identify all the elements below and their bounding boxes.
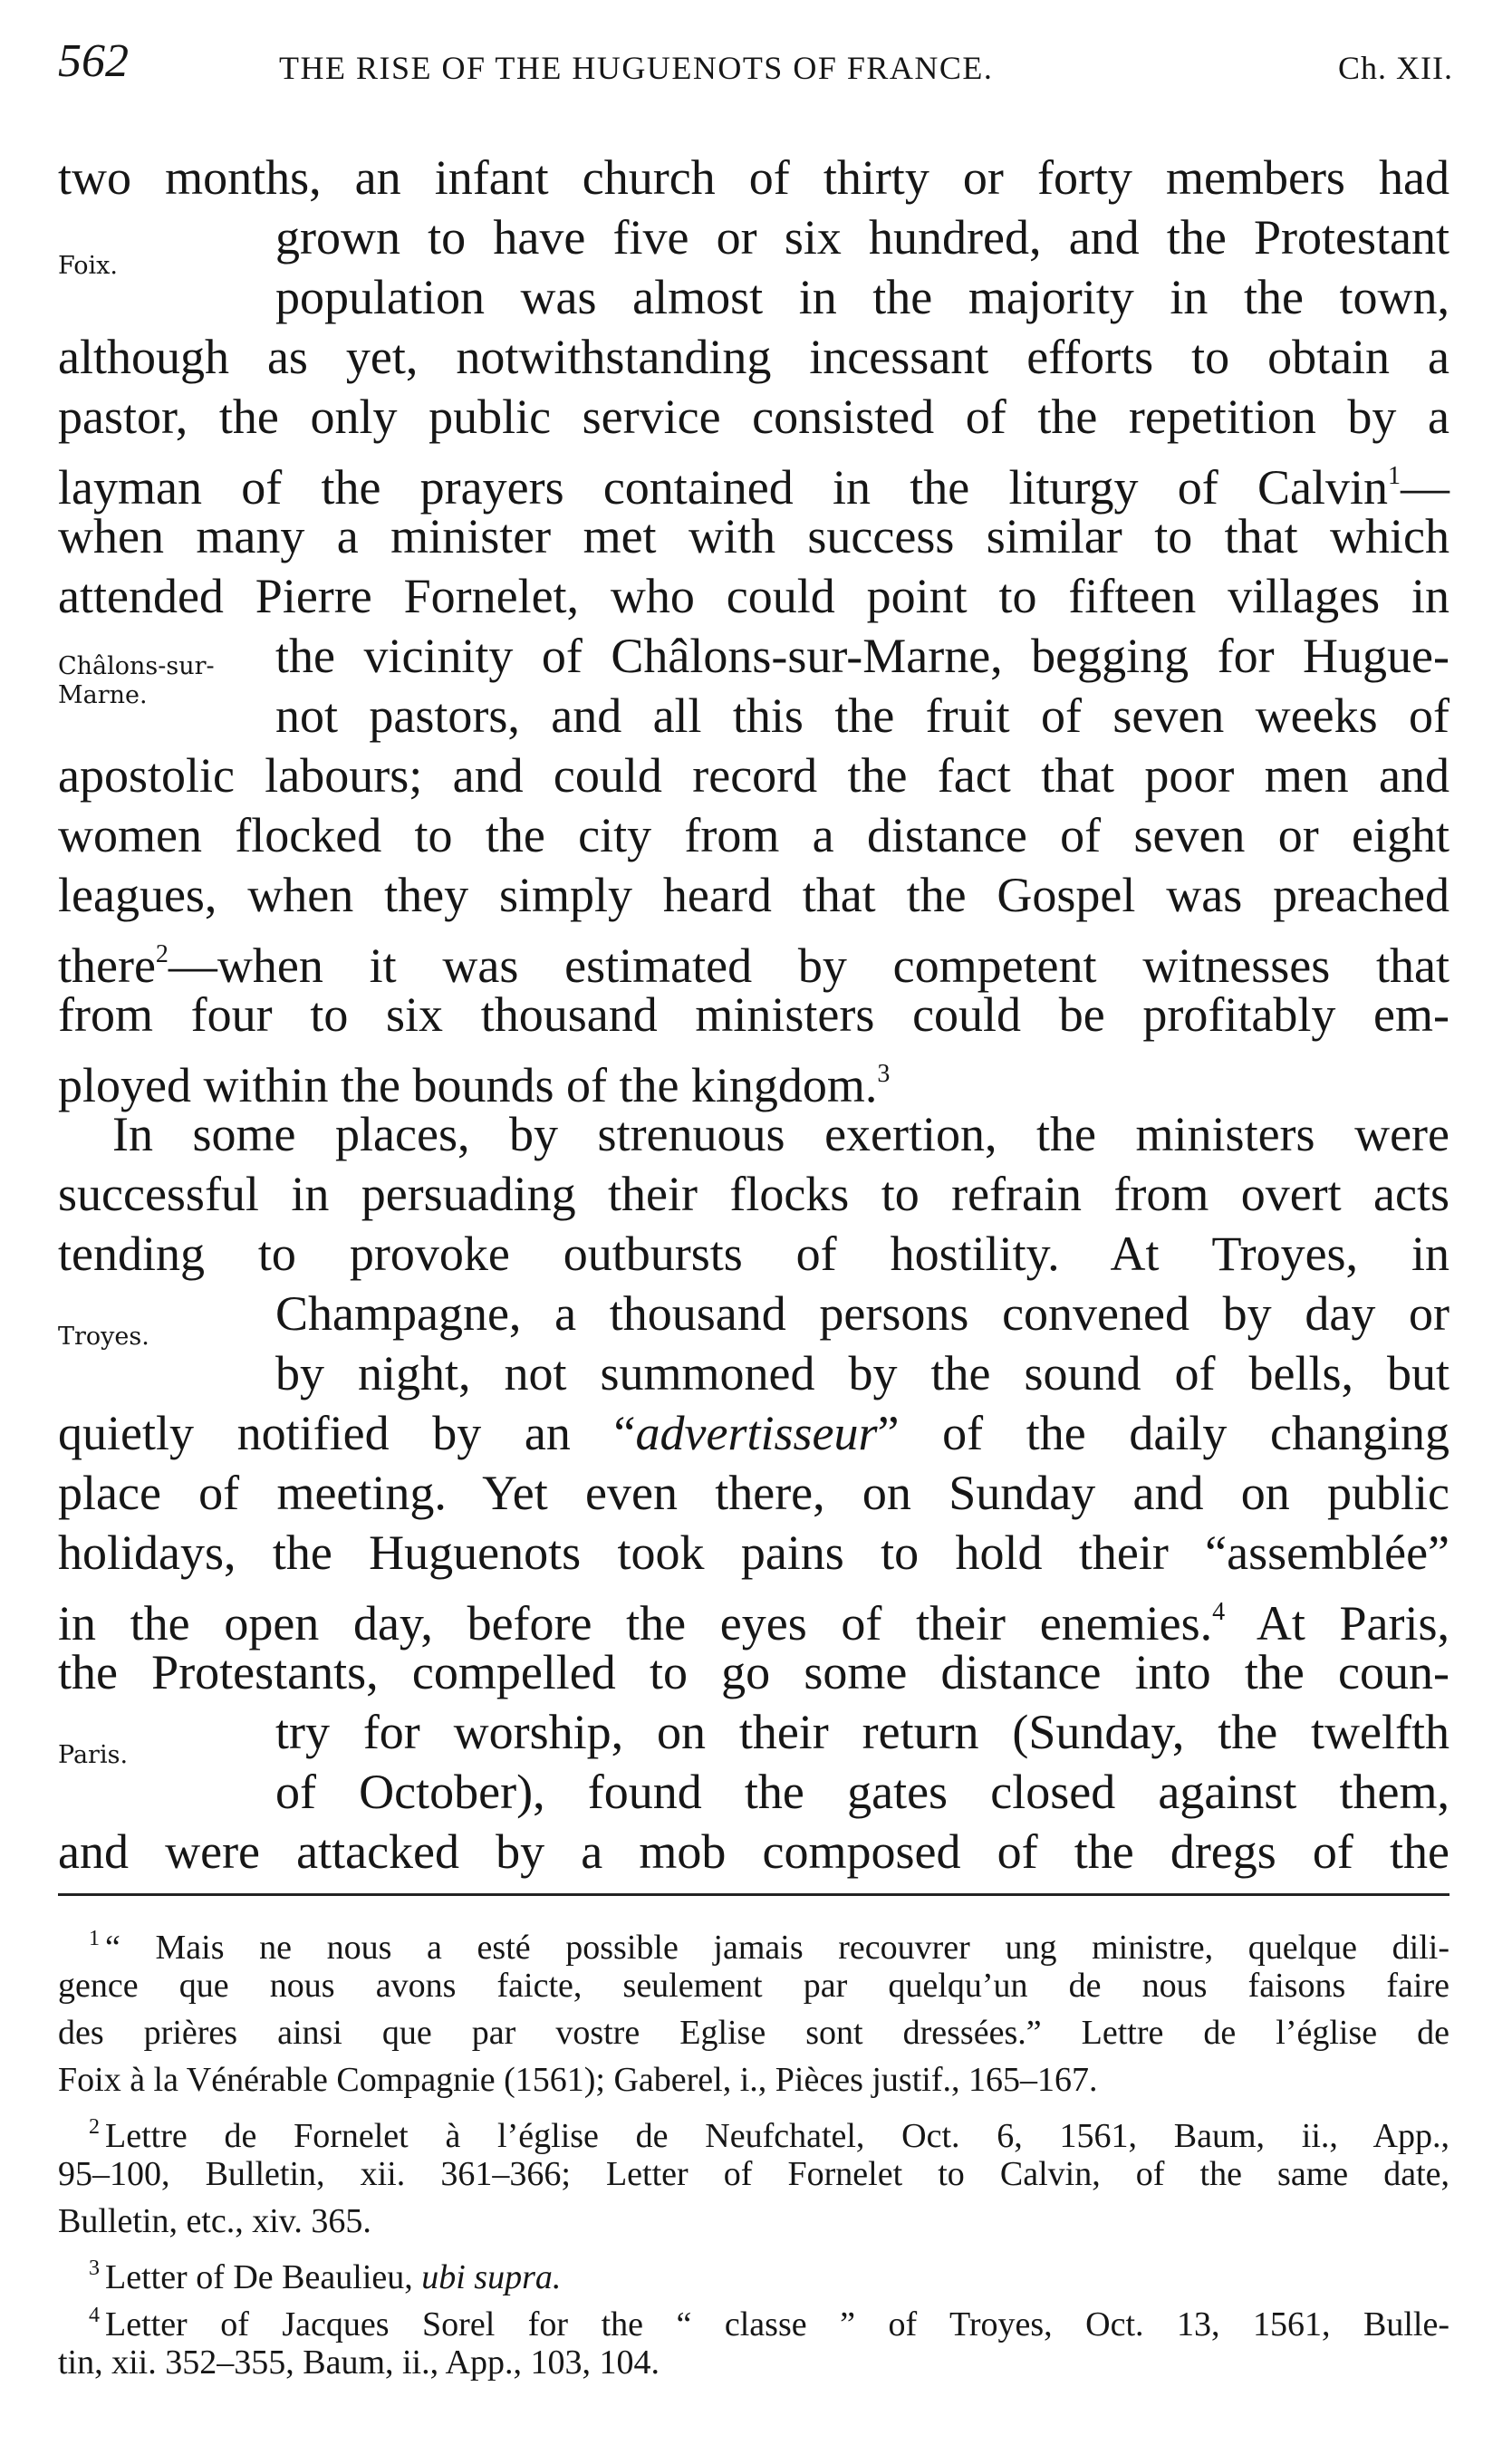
margin-note-foix: Foix.	[58, 252, 118, 280]
body-line: of October), found the gates closed against them,	[275, 1765, 1449, 1819]
footnote-3	[89, 2245, 1449, 2296]
body-text: quietly notified by an “	[58, 1406, 636, 1460]
body-line	[58, 1585, 1449, 1650]
body-line: tending to provoke outbursts of hostility. At Troyes, in	[58, 1227, 1449, 1281]
body-line: place of meeting. Yet even there, on Sunday and on public	[58, 1466, 1449, 1520]
body-line: population was almost in the majority in the town,	[275, 270, 1449, 324]
footnote-text: Letter of De Beaulieu,	[105, 2258, 422, 2296]
body-italic-text: advertisseur	[635, 1406, 878, 1460]
body-text: —	[1401, 460, 1449, 515]
body-text: —when it was estimated by competent witnesses that	[168, 938, 1449, 993]
body-line: and were attacked by a mob composed of the dregs of the	[58, 1824, 1449, 1879]
body-line: not pastors, and all this the fruit of seven weeks of	[275, 688, 1449, 743]
body-text: in the open day, before the eyes of their enemies.	[58, 1596, 1213, 1650]
margin-note-chalons-2: Marne.	[58, 681, 148, 709]
body-line: although as yet, notwithstanding incessant efforts to obtain a	[58, 330, 1449, 384]
body-line	[58, 1047, 1449, 1112]
body-line: pastor, the only public service consisted of the repetition by a	[58, 390, 1449, 444]
footnote-line: Foix à la Vénérable Compagnie (1561); Gaberel, i., Pièces justif., 165–167.	[58, 2061, 1098, 2099]
body-line: Champagne, a thousand persons convened by day or	[275, 1286, 1449, 1341]
page-number: 562	[58, 35, 129, 87]
footnote-ref-2: 2	[155, 940, 169, 968]
footnote-2	[89, 2103, 1449, 2155]
body-line: when many a minister met with success similar to that which	[58, 509, 1449, 563]
body-line: grown to have five or six hundred, and the Protestant	[275, 210, 1449, 265]
body-line: the vicinity of Châlons-sur-Marne, begging for Hugue-	[275, 629, 1449, 683]
footnote-text: Letter of Jacques Sorel for the “ classe ” of Troyes, Oct. 13, 1561, Bulle-	[105, 2305, 1449, 2343]
footnote-marker: 1	[89, 1927, 100, 1950]
footnote-ref-3: 3	[877, 1060, 891, 1088]
footnote-text: “ Mais ne nous a esté possible jamais recouvrer ung ministre, quelque dili-	[105, 1929, 1449, 1967]
body-text: there	[58, 938, 156, 993]
body-line	[58, 928, 1449, 993]
footnote-marker: 4	[89, 2304, 100, 2327]
margin-note-paris: Paris.	[58, 1741, 129, 1769]
margin-note-chalons-1: Châlons-sur-	[58, 652, 215, 680]
body-line: two months, an infant church of thirty or forty members had	[58, 150, 1449, 205]
footnote-line: gence que nous avons faicte, seulement par quelqu’un de nous faisons faire	[58, 1967, 1449, 2005]
body-text: ployed within the bounds of the kingdom.	[58, 1058, 878, 1112]
body-line: holidays, the Huguenots took pains to hold their “assemblée”	[58, 1525, 1449, 1580]
body-line: successful in persuading their flocks to refrain from overt acts	[58, 1167, 1449, 1221]
body-line	[58, 1406, 1449, 1460]
running-head	[58, 34, 1453, 98]
footnote-marker: 3	[89, 2257, 100, 2280]
body-line	[58, 449, 1449, 515]
chapter-label: Ch. XII.	[1338, 50, 1453, 86]
body-line: attended Pierre Fornelet, who could point to fifteen villages in	[58, 569, 1449, 623]
margin-note-troyes: Troyes.	[58, 1323, 149, 1351]
body-text: layman of the prayers contained in the liturgy of Calvin	[58, 460, 1388, 515]
footnote-1	[89, 1915, 1449, 1967]
footnote-ref-4: 4	[1212, 1598, 1226, 1626]
footnote-line: tin, xii. 352–355, Baum, ii., App., 103, 104.	[58, 2343, 660, 2382]
footnote-4	[89, 2292, 1449, 2343]
footnote-italic-text: ubi supra.	[421, 2258, 562, 2296]
body-line: from four to six thousand ministers could be profitably em-	[58, 987, 1449, 1042]
footnote-marker: 2	[89, 2115, 100, 2139]
footnote-line: 95–100, Bulletin, xii. 361–366; Letter of Fornelet to Calvin, of the same date,	[58, 2155, 1449, 2193]
body-line: leagues, when they simply heard that the Gospel was preached	[58, 868, 1449, 922]
body-text: At Paris,	[1225, 1596, 1449, 1650]
body-line: apostolic labours; and could record the fact that poor men and	[58, 748, 1449, 803]
footnote-line: des prières ainsi que par vostre Eglise sont dressées.” Lettre de l’église de	[58, 2014, 1449, 2052]
body-line: women flocked to the city from a distance of seven or eight	[58, 808, 1449, 862]
body-line: the Protestants, compelled to go some distance into the coun-	[58, 1645, 1449, 1699]
body-text: ” of the daily changing	[877, 1406, 1449, 1460]
body-line: by night, not summoned by the sound of bells, but	[275, 1346, 1449, 1400]
footnote-text: Lettre de Fornelet à l’église de Neufchatel, Oct. 6, 1561, Baum, ii., App.,	[105, 2117, 1449, 2155]
body-line: In some places, by strenuous exertion, the ministers were	[112, 1107, 1449, 1161]
running-title: THE RISE OF THE HUGUENOTS OF FRANCE.	[279, 50, 994, 86]
footnote-line: Bulletin, etc., xiv. 365.	[58, 2202, 371, 2240]
footnote-ref-1: 1	[1388, 462, 1401, 490]
footnote-rule	[58, 1893, 1449, 1896]
body-line: try for worship, on their return (Sunday, the twelfth	[275, 1705, 1449, 1759]
